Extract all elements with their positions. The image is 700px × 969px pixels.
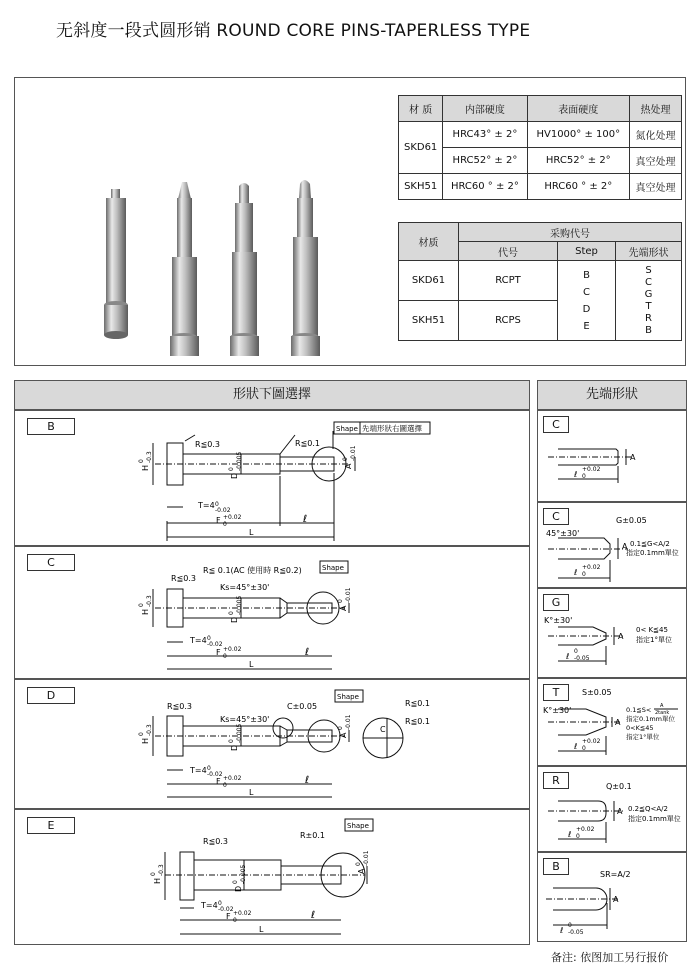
t-tol-top: 0 <box>215 501 219 508</box>
s-label: S±0.05 <box>582 688 612 697</box>
cell-treatment: 氮化处理 <box>630 122 682 148</box>
c-detail-label: C <box>380 725 386 734</box>
note2: 指定0.1mm單位 <box>628 815 681 823</box>
t-tol-top: 0 <box>218 900 222 907</box>
cell-surface: HRC60 ° ± 2° <box>527 174 629 200</box>
l-tol-bot: 0 <box>582 473 586 480</box>
t-label: T=4 <box>198 501 215 510</box>
l-tol-top: +0.02 <box>582 564 601 571</box>
f-tol-top: +0.02 <box>223 514 242 521</box>
h-tol-bot: -0.3 <box>146 451 153 463</box>
l-label: L <box>249 660 254 669</box>
h-label: H <box>141 737 150 744</box>
f-tol-bot: 0 <box>223 653 227 660</box>
drawing-b <box>15 411 531 547</box>
t-tol-top: 0 <box>207 635 211 642</box>
r-mid-label: R±0.1 <box>300 831 325 840</box>
r2-label: R≦0.1 <box>405 717 430 726</box>
th-code: 代号 <box>459 242 558 261</box>
panel-b <box>14 410 530 546</box>
table-row <box>399 122 682 148</box>
d-tol-top: 0 <box>228 467 235 471</box>
l-tol-bot: -0.05 <box>574 655 590 662</box>
a-tol-bot: -0.01 <box>345 714 352 730</box>
l-label: L <box>249 788 254 797</box>
l-label: ℓ <box>574 742 578 751</box>
f-tol-top: +0.02 <box>233 910 252 917</box>
d-tol-top: 0 <box>232 880 239 884</box>
a-tol-top: 0 <box>337 599 344 603</box>
a-label: A <box>617 807 623 816</box>
a-label: A <box>622 542 628 551</box>
d-tol-bot: -0.005 <box>236 723 243 743</box>
r-mid-label: R≦0.1 <box>295 439 320 448</box>
t-label: T=4 <box>190 766 207 775</box>
shape-b: B <box>645 324 652 336</box>
l-label: L <box>259 925 264 934</box>
l-tol-bot: 0 <box>576 833 580 840</box>
pin-photo-2 <box>170 182 199 356</box>
step-d: D <box>582 303 591 315</box>
k-label: K°±30' <box>544 616 573 625</box>
panel-tag: B <box>27 418 75 435</box>
h-tol-top: 0 <box>138 732 145 736</box>
cell-surface: HV1000° ± 100° <box>527 122 629 148</box>
a-label: A <box>615 718 621 727</box>
t-tol-bot: -0.02 <box>215 507 231 514</box>
product-photo <box>27 154 399 362</box>
note1: 0.1≦S< <box>626 706 652 714</box>
cell-surface: HRC52° ± 2° <box>527 148 629 174</box>
r-head-label: R≦0.3 <box>203 837 228 846</box>
th-step: Step <box>558 242 616 261</box>
tip-tag: R <box>543 772 569 789</box>
a-tol-bot: -0.01 <box>345 587 352 603</box>
pin-photo-1 <box>104 189 128 339</box>
sr-label: SR=A/2 <box>600 870 631 879</box>
shape-r: R <box>645 312 652 324</box>
d-tol-bot: -0.005 <box>240 864 247 884</box>
f-tol-bot: 0 <box>233 917 237 924</box>
l-label: ℓ <box>574 470 578 479</box>
tip-tag: C <box>543 508 569 525</box>
d-label: D <box>230 744 239 751</box>
d-label: D <box>230 616 239 623</box>
d-tol-top: 0 <box>228 611 235 615</box>
t-tol-bot: -0.02 <box>207 771 223 778</box>
h-tol-top: 0 <box>138 459 145 463</box>
h-tol-bot: -0.3 <box>158 864 165 876</box>
shape-label: Shape <box>337 693 359 701</box>
note1: 0.1≦G<A/2 <box>630 540 670 548</box>
h-label: H <box>141 608 150 615</box>
ks-label: Ks=45°±30' <box>220 715 270 724</box>
th-material: 材质 <box>399 223 459 261</box>
th-material: 材 质 <box>399 96 443 122</box>
cell-treatment: 真空处理 <box>630 174 682 200</box>
a-label: A <box>339 605 348 611</box>
l-small-label: ℓ <box>305 647 310 658</box>
c-label: C±0.05 <box>287 702 318 711</box>
panel-tag: D <box>27 687 75 704</box>
cell-inner: HRC52° ± 2° <box>443 148 527 174</box>
a-tol-bot: -0.01 <box>363 850 370 866</box>
l-label: ℓ <box>574 568 578 577</box>
drawing-d <box>15 680 531 810</box>
l-small-label: ℓ <box>305 775 310 786</box>
d-label: D <box>230 472 239 479</box>
f-label: F <box>226 912 231 921</box>
h-label: H <box>141 464 150 471</box>
th-treatment: 热处理 <box>630 96 682 122</box>
k-label: K°±30' <box>543 706 572 715</box>
r-mid-label: R≦ 0.1(AC 使用時 R≦0.2) <box>203 566 302 575</box>
shape-label: Shape <box>336 425 358 433</box>
l-tol-top: +0.02 <box>582 738 601 745</box>
tip-tag: G <box>543 594 569 611</box>
tip-tag: T <box>543 684 569 701</box>
note2: 指定1°單位 <box>636 636 672 644</box>
l-label: ℓ <box>568 830 572 839</box>
tip-panel-g <box>537 588 687 678</box>
d-label: D <box>234 885 243 892</box>
step-e: E <box>583 320 590 332</box>
frac-top: A <box>660 703 664 709</box>
angle-label: 45°±30' <box>546 529 580 538</box>
cell-code: RCPT <box>459 261 558 301</box>
f-label: F <box>216 648 221 657</box>
l-label: L <box>249 528 254 537</box>
r-head-label: R≦0.3 <box>195 440 220 449</box>
table-row <box>399 261 682 301</box>
f-tol-top: +0.02 <box>223 775 242 782</box>
th-order: 采购代号 <box>459 223 682 242</box>
shape-g: G <box>644 288 653 300</box>
f-tol-bot: 0 <box>223 782 227 789</box>
shape-label: Shape <box>347 822 369 830</box>
l-tol-top: +0.02 <box>582 466 601 473</box>
tip-panel-t <box>537 678 687 766</box>
g-label: G±0.05 <box>616 516 647 525</box>
note4: 指定1°單位 <box>626 733 660 741</box>
a-label: A <box>339 732 348 738</box>
panel-c <box>14 546 530 679</box>
shape-t: T <box>645 300 652 312</box>
th-surface: 表面硬度 <box>527 96 629 122</box>
panel-d <box>14 679 530 809</box>
spec-box <box>14 77 686 366</box>
a-tol-top: 0 <box>337 726 344 730</box>
shape-selection-header: 形狀下圖選擇 <box>14 380 530 410</box>
step-b: B <box>583 269 590 281</box>
note1: 0.2≦Q<A/2 <box>628 805 668 813</box>
material-table <box>398 95 682 200</box>
tip-tag: C <box>543 416 569 433</box>
h-tol-bot: -0.3 <box>146 724 153 736</box>
panel-tag: E <box>27 817 75 834</box>
a-label: A <box>357 868 366 874</box>
l-tol-top: 0 <box>574 648 578 655</box>
note1: 0< K≦45 <box>636 626 668 634</box>
th-inner: 内部硬度 <box>443 96 527 122</box>
a-label: A <box>618 632 624 641</box>
cell-treatment: 真空处理 <box>630 148 682 174</box>
panel-e <box>14 809 530 945</box>
shape-label: Shape <box>322 564 344 572</box>
d-tol-bot: -0.005 <box>236 451 243 471</box>
l-tol-top: 0 <box>568 922 572 929</box>
f-label: F <box>216 777 221 786</box>
table-row <box>399 174 682 200</box>
a-tol-top: 0 <box>355 862 362 866</box>
l-tol-bot: 0 <box>582 745 586 752</box>
a-label: A <box>613 895 619 904</box>
shape-c: C <box>645 276 652 288</box>
tip-tag: B <box>543 858 569 875</box>
d-tol-bot: -0.005 <box>236 595 243 615</box>
h-tol-bot: -0.3 <box>146 595 153 607</box>
r-head-label: R≦0.3 <box>167 702 192 711</box>
t-label: T=4 <box>201 901 218 910</box>
f-tol-top: +0.02 <box>223 646 242 653</box>
cell-shapes <box>616 261 682 341</box>
l-tol-bot: 0 <box>582 571 586 578</box>
tip-shape-header: 先端形狀 <box>537 380 687 410</box>
tip-panel-c <box>537 410 687 502</box>
tip-panel-r <box>537 766 687 852</box>
cell-inner: HRC60 ° ± 2° <box>443 174 527 200</box>
shape-s: S <box>645 264 652 276</box>
a-label: A <box>630 453 636 462</box>
f-label: F <box>216 516 221 525</box>
l-label: ℓ <box>566 652 570 661</box>
cell-inner: HRC43° ± 2° <box>443 122 527 148</box>
a-label: A <box>344 463 353 469</box>
cell-material: SKH51 <box>399 301 459 341</box>
pin-photo-3 <box>230 183 259 356</box>
tip-panel-c2 <box>537 502 687 588</box>
r1-label: R≦0.1 <box>405 699 430 708</box>
frac-bot: 2tank <box>655 710 670 716</box>
d-tol-top: 0 <box>228 739 235 743</box>
th-shape: 先端形状 <box>616 242 682 261</box>
h-tol-top: 0 <box>138 603 145 607</box>
a-tol-bot: -0.01 <box>350 445 357 461</box>
l-small-label: ℓ <box>303 514 308 525</box>
l-tol-top: +0.02 <box>576 826 595 833</box>
l-tol-bot: -0.05 <box>568 929 584 936</box>
r-head-label: R≦0.3 <box>171 574 196 583</box>
cell-steps <box>558 261 616 341</box>
t-tol-bot: -0.02 <box>218 906 234 913</box>
l-label: ℓ <box>560 926 564 935</box>
step-c: C <box>583 286 590 298</box>
pin-head <box>180 852 194 900</box>
l-small-label: ℓ <box>311 910 316 921</box>
tip-panel-b <box>537 852 687 942</box>
note3: 0<K≦45 <box>626 724 654 732</box>
drawing-e <box>15 810 531 946</box>
cell-material: SKD61 <box>399 122 443 174</box>
a-tol-top: 0 <box>342 457 349 461</box>
t-tol-bot: -0.02 <box>207 641 223 648</box>
t-tol-top: 0 <box>207 765 211 772</box>
cell-material: SKH51 <box>399 174 443 200</box>
footer-note: 备注: 依图加工另行报价 <box>551 951 669 964</box>
h-tol-top: 0 <box>150 872 157 876</box>
order-code-table <box>398 222 682 341</box>
cell-material: SKD61 <box>399 261 459 301</box>
f-tol-bot: 0 <box>223 521 227 528</box>
drawing-c <box>15 547 531 680</box>
ks-label: Ks=45°±30' <box>220 583 270 592</box>
note2: 指定0.1mm單位 <box>626 715 676 723</box>
page-title: 无斜度一段式圆形销 ROUND CORE PINS-TAPERLESS TYPE <box>56 21 531 41</box>
note2: 指定0.1mm單位 <box>626 549 679 557</box>
pin-photo-4 <box>291 180 320 356</box>
panel-tag: C <box>27 554 75 571</box>
cell-code: RCPS <box>459 301 558 341</box>
q-label: Q±0.1 <box>606 782 632 791</box>
t-label: T=4 <box>190 636 207 645</box>
h-label: H <box>153 877 162 884</box>
shape-note: 先端形狀右圖選擇 <box>362 424 422 433</box>
